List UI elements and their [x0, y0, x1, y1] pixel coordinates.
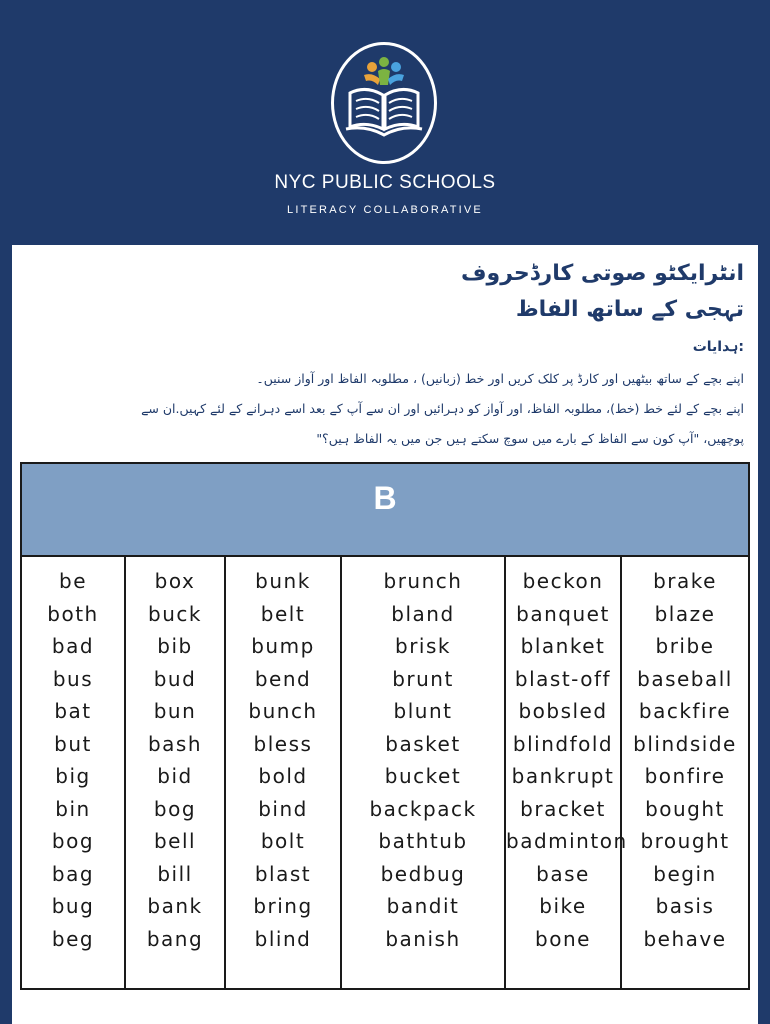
word-card[interactable]: [20, 462, 750, 990]
page-title-line2: تہجی کے ساتھ الفاظ: [515, 297, 744, 322]
word-columns: [22, 557, 748, 988]
word-item[interactable]: bill: [157, 861, 193, 886]
word-column: [622, 557, 748, 988]
word-item[interactable]: banquet: [516, 601, 610, 626]
word-item[interactable]: bump: [251, 634, 315, 658]
word-item[interactable]: buck: [148, 601, 202, 626]
word-item[interactable]: bag: [51, 861, 95, 886]
word-item[interactable]: bathtub: [378, 829, 468, 853]
word-item[interactable]: bat: [54, 699, 92, 723]
word-item[interactable]: backpack: [369, 796, 477, 821]
word-item[interactable]: baseball: [637, 666, 733, 691]
word-item[interactable]: bonfire: [644, 764, 726, 788]
instructions-label: :ہدایات: [692, 339, 744, 355]
word-item[interactable]: basis: [655, 894, 715, 918]
word-item[interactable]: bus: [52, 666, 94, 691]
word-item[interactable]: badminton: [506, 829, 628, 853]
content-panel: [12, 245, 758, 1024]
word-item[interactable]: bin: [55, 796, 91, 821]
word-item[interactable]: bold: [258, 764, 308, 788]
word-item[interactable]: bell: [153, 829, 197, 853]
word-item[interactable]: brisk: [395, 634, 451, 658]
word-item[interactable]: bug: [51, 894, 95, 918]
letter-band[interactable]: [22, 464, 748, 557]
word-item[interactable]: blast: [254, 861, 312, 886]
word-item[interactable]: bland: [391, 601, 455, 626]
word-item[interactable]: brake: [653, 569, 717, 593]
word-item[interactable]: bunch: [248, 699, 318, 723]
word-item[interactable]: bad: [51, 634, 95, 658]
word-item[interactable]: bid: [157, 764, 193, 788]
word-item[interactable]: brunch: [383, 569, 463, 593]
word-item[interactable]: brought: [640, 829, 730, 853]
word-item[interactable]: base: [536, 861, 590, 886]
word-item[interactable]: box: [154, 569, 196, 593]
word-item[interactable]: bracket: [520, 796, 606, 821]
word-item[interactable]: both: [47, 601, 99, 626]
logo: [331, 42, 437, 164]
word-item[interactable]: bud: [153, 666, 197, 691]
word-item[interactable]: bike: [539, 894, 587, 918]
word-item[interactable]: blindfold: [512, 731, 614, 756]
word-item[interactable]: bucket: [384, 764, 462, 788]
word-item[interactable]: banish: [385, 926, 461, 951]
org-subtitle: LITERACY COLLABORATIVE: [287, 204, 483, 216]
word-item[interactable]: bend: [254, 666, 312, 691]
word-item[interactable]: big: [55, 764, 91, 788]
word-item[interactable]: bobsled: [518, 699, 608, 723]
instruction-line-1: اپنے بچے کے ساتھ بیٹھیں اور کارڈ پر کلک کریں اور خط (زبانیں) ، مطلوبہ الفاظ اور آواز سنیں۔: [256, 371, 744, 386]
word-item[interactable]: blunt: [393, 699, 453, 723]
word-item[interactable]: beg: [51, 926, 95, 951]
word-item[interactable]: blind: [254, 926, 312, 951]
word-item[interactable]: but: [54, 731, 92, 756]
word-item[interactable]: backfire: [638, 699, 732, 723]
word-item[interactable]: bring: [253, 894, 313, 918]
word-column: [506, 557, 628, 988]
word-item[interactable]: bash: [147, 731, 203, 756]
word-item[interactable]: brunt: [392, 666, 454, 691]
word-item[interactable]: beckon: [522, 569, 604, 593]
word-column: [126, 557, 226, 988]
word-item[interactable]: bandit: [386, 894, 460, 918]
word-item[interactable]: blaze: [654, 601, 716, 626]
word-item[interactable]: bought: [645, 796, 725, 821]
word-item[interactable]: bind: [258, 796, 308, 821]
word-item[interactable]: bone: [535, 926, 591, 951]
word-item[interactable]: bolt: [260, 829, 306, 853]
word-item[interactable]: bribe: [655, 634, 715, 658]
word-item[interactable]: blast-off: [514, 666, 612, 691]
word-item[interactable]: bank: [147, 894, 203, 918]
word-item[interactable]: blindside: [633, 731, 737, 756]
word-item[interactable]: bang: [146, 926, 204, 951]
word-item[interactable]: behave: [643, 926, 727, 951]
instruction-line-2: اپنے بچے کے لئے خط (خط)، مطلوبہ الفاظ، اور آواز کو دہرائیں اور ان سے آپ کے بعد اسے دہرانے کے لئے کہیں.ان سے: [141, 401, 744, 416]
word-item[interactable]: bog: [153, 796, 197, 821]
word-item[interactable]: bless: [253, 731, 313, 756]
org-name: NYC PUBLIC SCHOOLS: [274, 172, 496, 193]
word-column: [226, 557, 342, 988]
word-item[interactable]: bog: [51, 829, 95, 853]
word-item[interactable]: bunk: [255, 569, 311, 593]
word-item[interactable]: begin: [653, 861, 717, 886]
word-item[interactable]: bankrupt: [511, 764, 615, 788]
page-title-line1: انٹرایکٹو صوتی کارڈحروف: [460, 261, 744, 286]
word-item[interactable]: basket: [385, 731, 461, 756]
card-letter[interactable]: B: [373, 480, 397, 516]
instruction-line-3: پوچھیں، "آپ کون سے الفاظ کے بارے میں سوچ سکتے ہیں جن میں یہ الفاظ ہیں؟": [316, 431, 744, 446]
word-item[interactable]: be: [59, 569, 87, 593]
word-item[interactable]: bedbug: [380, 861, 466, 886]
word-column: [22, 557, 126, 988]
book-with-people-icon: [334, 45, 434, 161]
word-item[interactable]: belt: [260, 601, 306, 626]
page-header: [0, 0, 770, 245]
word-item[interactable]: bun: [153, 699, 197, 723]
word-item[interactable]: bib: [157, 634, 193, 658]
word-column: [342, 557, 506, 988]
word-item[interactable]: blanket: [520, 634, 606, 658]
